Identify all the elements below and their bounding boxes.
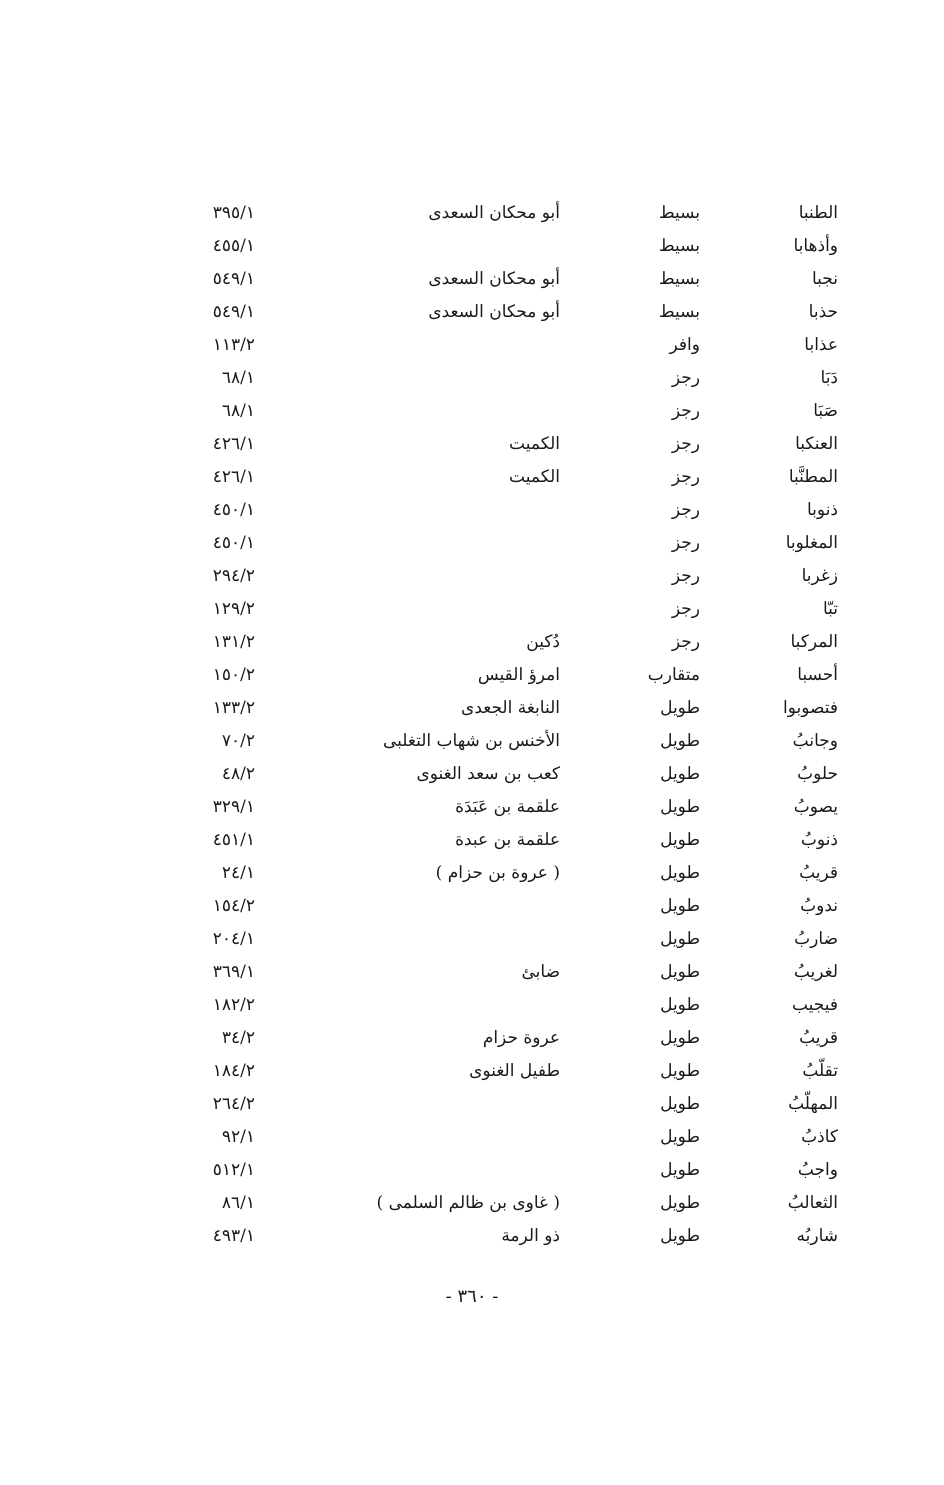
page-reference: ١٨٢/٢ xyxy=(212,995,255,1015)
table-row xyxy=(150,593,850,626)
poet-name: النابغة الجعدى xyxy=(461,698,560,718)
meter-name: طويل xyxy=(660,1061,700,1081)
meter-name: طويل xyxy=(660,764,700,784)
table-row xyxy=(150,1220,850,1253)
table-row xyxy=(150,857,850,890)
meter-name: رجز xyxy=(671,368,700,388)
meter-name: بسيط xyxy=(658,269,700,289)
table-row xyxy=(150,329,850,362)
table-row xyxy=(150,692,850,725)
table-row xyxy=(150,428,850,461)
rhyme-word: العنكبا xyxy=(795,434,838,454)
page-reference: ٥٤٩/١ xyxy=(212,269,255,289)
page-reference: ١١٣/٢ xyxy=(212,335,255,355)
poet-name: امرؤ القيس xyxy=(477,665,560,685)
page-reference: ٤٢٦/١ xyxy=(212,467,255,487)
poet-name: ( عروة بن حزام ) xyxy=(435,863,560,883)
poet-name: طفيل الغنوى xyxy=(469,1061,560,1081)
rhyme-word: يصوبُ xyxy=(793,797,838,817)
table-row xyxy=(150,197,850,230)
meter-name: طويل xyxy=(660,797,700,817)
rhyme-word: عذابا xyxy=(804,335,838,355)
meter-name: رجز xyxy=(671,533,700,553)
rhyme-word: نجبا xyxy=(811,269,838,289)
page-reference: ١٥٠/٢ xyxy=(212,665,255,685)
table-row xyxy=(150,791,850,824)
poet-name: أبو محكان السعدى xyxy=(428,302,560,322)
page-reference: ٤٥٠/١ xyxy=(212,500,255,520)
page-reference: ٤٥١/١ xyxy=(212,830,255,850)
table-row xyxy=(150,1187,850,1220)
meter-name: طويل xyxy=(660,929,700,949)
rhyme-word: قريبُ xyxy=(799,863,838,883)
poet-name: علقمة بن عبدة xyxy=(455,830,560,850)
poet-name: ( غاوى بن ظالم السلمى ) xyxy=(376,1193,560,1213)
meter-name: متقارب xyxy=(647,665,700,685)
table-row xyxy=(150,890,850,923)
rhyme-word: ذنوبا xyxy=(807,500,838,520)
rhyme-word: المطنَّبا xyxy=(788,467,838,487)
page-reference: ٤٥٥/١ xyxy=(212,236,255,256)
rhyme-word: وجانبُ xyxy=(792,731,838,751)
rhyme-word: زغربا xyxy=(801,566,838,586)
page-reference: ٣٢٩/١ xyxy=(212,797,255,817)
meter-name: طويل xyxy=(660,731,700,751)
table-row xyxy=(150,1154,850,1187)
page-reference: ٩٢/١ xyxy=(221,1127,255,1147)
poet-name: دُكين xyxy=(526,632,560,652)
rhyme-word: لغريبُ xyxy=(793,962,838,982)
rhyme-word: أحسبا xyxy=(797,665,838,685)
meter-name: طويل xyxy=(660,698,700,718)
page-reference: ٨٦/١ xyxy=(221,1193,255,1213)
table-row xyxy=(150,725,850,758)
table-row xyxy=(150,626,850,659)
table-row xyxy=(150,1022,850,1055)
rhyme-word: المركبا xyxy=(790,632,838,652)
table-row xyxy=(150,461,850,494)
page-reference: ٤٢٦/١ xyxy=(212,434,255,454)
rhyme-word: الثعالبُ xyxy=(787,1193,838,1213)
rhyme-word: فيجيب xyxy=(791,995,838,1015)
table-row xyxy=(150,659,850,692)
meter-name: طويل xyxy=(660,995,700,1015)
rhyme-word: المغلوبا xyxy=(785,533,838,553)
table-row xyxy=(150,395,850,428)
table-row xyxy=(150,560,850,593)
page-reference: ٣٤/٢ xyxy=(221,1028,255,1048)
rhyme-word: تقلّبُ xyxy=(802,1061,838,1081)
page-reference: ٦٨/١ xyxy=(221,368,255,388)
rhyme-word: كاذبُ xyxy=(801,1127,838,1147)
meter-name: طويل xyxy=(660,896,700,916)
table-row xyxy=(150,758,850,791)
meter-name: بسيط xyxy=(658,203,700,223)
rhyme-word: صَبَا xyxy=(813,401,838,421)
rhyme-word: ندوبُ xyxy=(800,896,838,916)
poet-name: الكميت xyxy=(509,434,560,454)
page-reference: ١٣٣/٢ xyxy=(212,698,255,718)
page-reference: ٢٠٤/١ xyxy=(212,929,255,949)
table-row xyxy=(150,923,850,956)
page-reference: ٢٤/١ xyxy=(221,863,255,883)
meter-name: رجز xyxy=(671,434,700,454)
table-row xyxy=(150,1055,850,1088)
meter-name: طويل xyxy=(660,962,700,982)
poet-name: أبو محكان السعدى xyxy=(428,203,560,223)
poet-name: أبو محكان السعدى xyxy=(428,269,560,289)
table-row xyxy=(150,1121,850,1154)
rhyme-word: دَبَا xyxy=(820,368,838,388)
meter-name: رجز xyxy=(671,599,700,619)
table-row xyxy=(150,494,850,527)
page-reference: ٢٦٤/٢ xyxy=(212,1094,255,1114)
index-table xyxy=(150,197,850,1253)
table-row xyxy=(150,989,850,1022)
table-row xyxy=(150,527,850,560)
rhyme-word: المهلّبُ xyxy=(788,1094,838,1114)
page-reference: ٤٩٣/١ xyxy=(212,1226,255,1246)
meter-name: رجز xyxy=(671,500,700,520)
poet-name: ذو الرمة xyxy=(501,1226,560,1246)
rhyme-word: قريبُ xyxy=(799,1028,838,1048)
table-row xyxy=(150,230,850,263)
meter-name: رجز xyxy=(671,566,700,586)
table-row xyxy=(150,956,850,989)
rhyme-word: ذنوبُ xyxy=(800,830,838,850)
table-row xyxy=(150,296,850,329)
rhyme-word: شاربُه xyxy=(796,1226,838,1246)
rhyme-word: حذبا xyxy=(808,302,838,322)
poet-name: الأخنس بن شهاب التغلبى xyxy=(382,731,560,751)
page-reference: ٢٩٤/٢ xyxy=(212,566,255,586)
page-reference: ٣٦٩/١ xyxy=(212,962,255,982)
rhyme-word: فتصوبوا xyxy=(782,698,838,718)
poet-name: الكميت xyxy=(509,467,560,487)
meter-name: رجز xyxy=(671,401,700,421)
page-reference: ١٢٩/٢ xyxy=(212,599,255,619)
table-row xyxy=(150,1088,850,1121)
meter-name: طويل xyxy=(660,1160,700,1180)
page-reference: ١٥٤/٢ xyxy=(212,896,255,916)
poet-name: علقمة بن عَبَدَة xyxy=(455,797,560,817)
rhyme-word: تبّا xyxy=(822,599,838,619)
meter-name: طويل xyxy=(660,1094,700,1114)
page-reference: ٤٨/٢ xyxy=(221,764,255,784)
meter-name: طويل xyxy=(660,863,700,883)
meter-name: وافر xyxy=(669,335,700,355)
rhyme-word: وأذهابا xyxy=(793,236,838,256)
page-reference: ٥٤٩/١ xyxy=(212,302,255,322)
poet-name: ضابئ xyxy=(521,962,560,982)
meter-name: طويل xyxy=(660,1127,700,1147)
page-reference: ٤٥٠/١ xyxy=(212,533,255,553)
meter-name: طويل xyxy=(660,830,700,850)
page-reference: ٣٩٥/١ xyxy=(212,203,255,223)
page-reference: ٦٨/١ xyxy=(221,401,255,421)
meter-name: طويل xyxy=(660,1193,700,1213)
rhyme-word: حلوبُ xyxy=(797,764,838,784)
page-number: - ٣٦٠ - xyxy=(445,1286,499,1307)
page-reference: ٧٠/٢ xyxy=(221,731,255,751)
rhyme-word: الطنبا xyxy=(798,203,838,223)
poet-name: كعب بن سعد الغنوى xyxy=(416,764,560,784)
meter-name: طويل xyxy=(660,1028,700,1048)
page-reference: ١٨٤/٢ xyxy=(212,1061,255,1081)
page-reference: ٥١٢/١ xyxy=(212,1160,255,1180)
meter-name: بسيط xyxy=(658,302,700,322)
meter-name: طويل xyxy=(660,1226,700,1246)
table-row xyxy=(150,362,850,395)
page-reference: ١٣١/٢ xyxy=(212,632,255,652)
meter-name: رجز xyxy=(671,467,700,487)
rhyme-word: واجبُ xyxy=(797,1160,838,1180)
rhyme-word: ضاربُ xyxy=(794,929,838,949)
table-row xyxy=(150,263,850,296)
meter-name: بسيط xyxy=(658,236,700,256)
poet-name: عروة حزام xyxy=(482,1028,560,1048)
table-row xyxy=(150,824,850,857)
meter-name: رجز xyxy=(671,632,700,652)
